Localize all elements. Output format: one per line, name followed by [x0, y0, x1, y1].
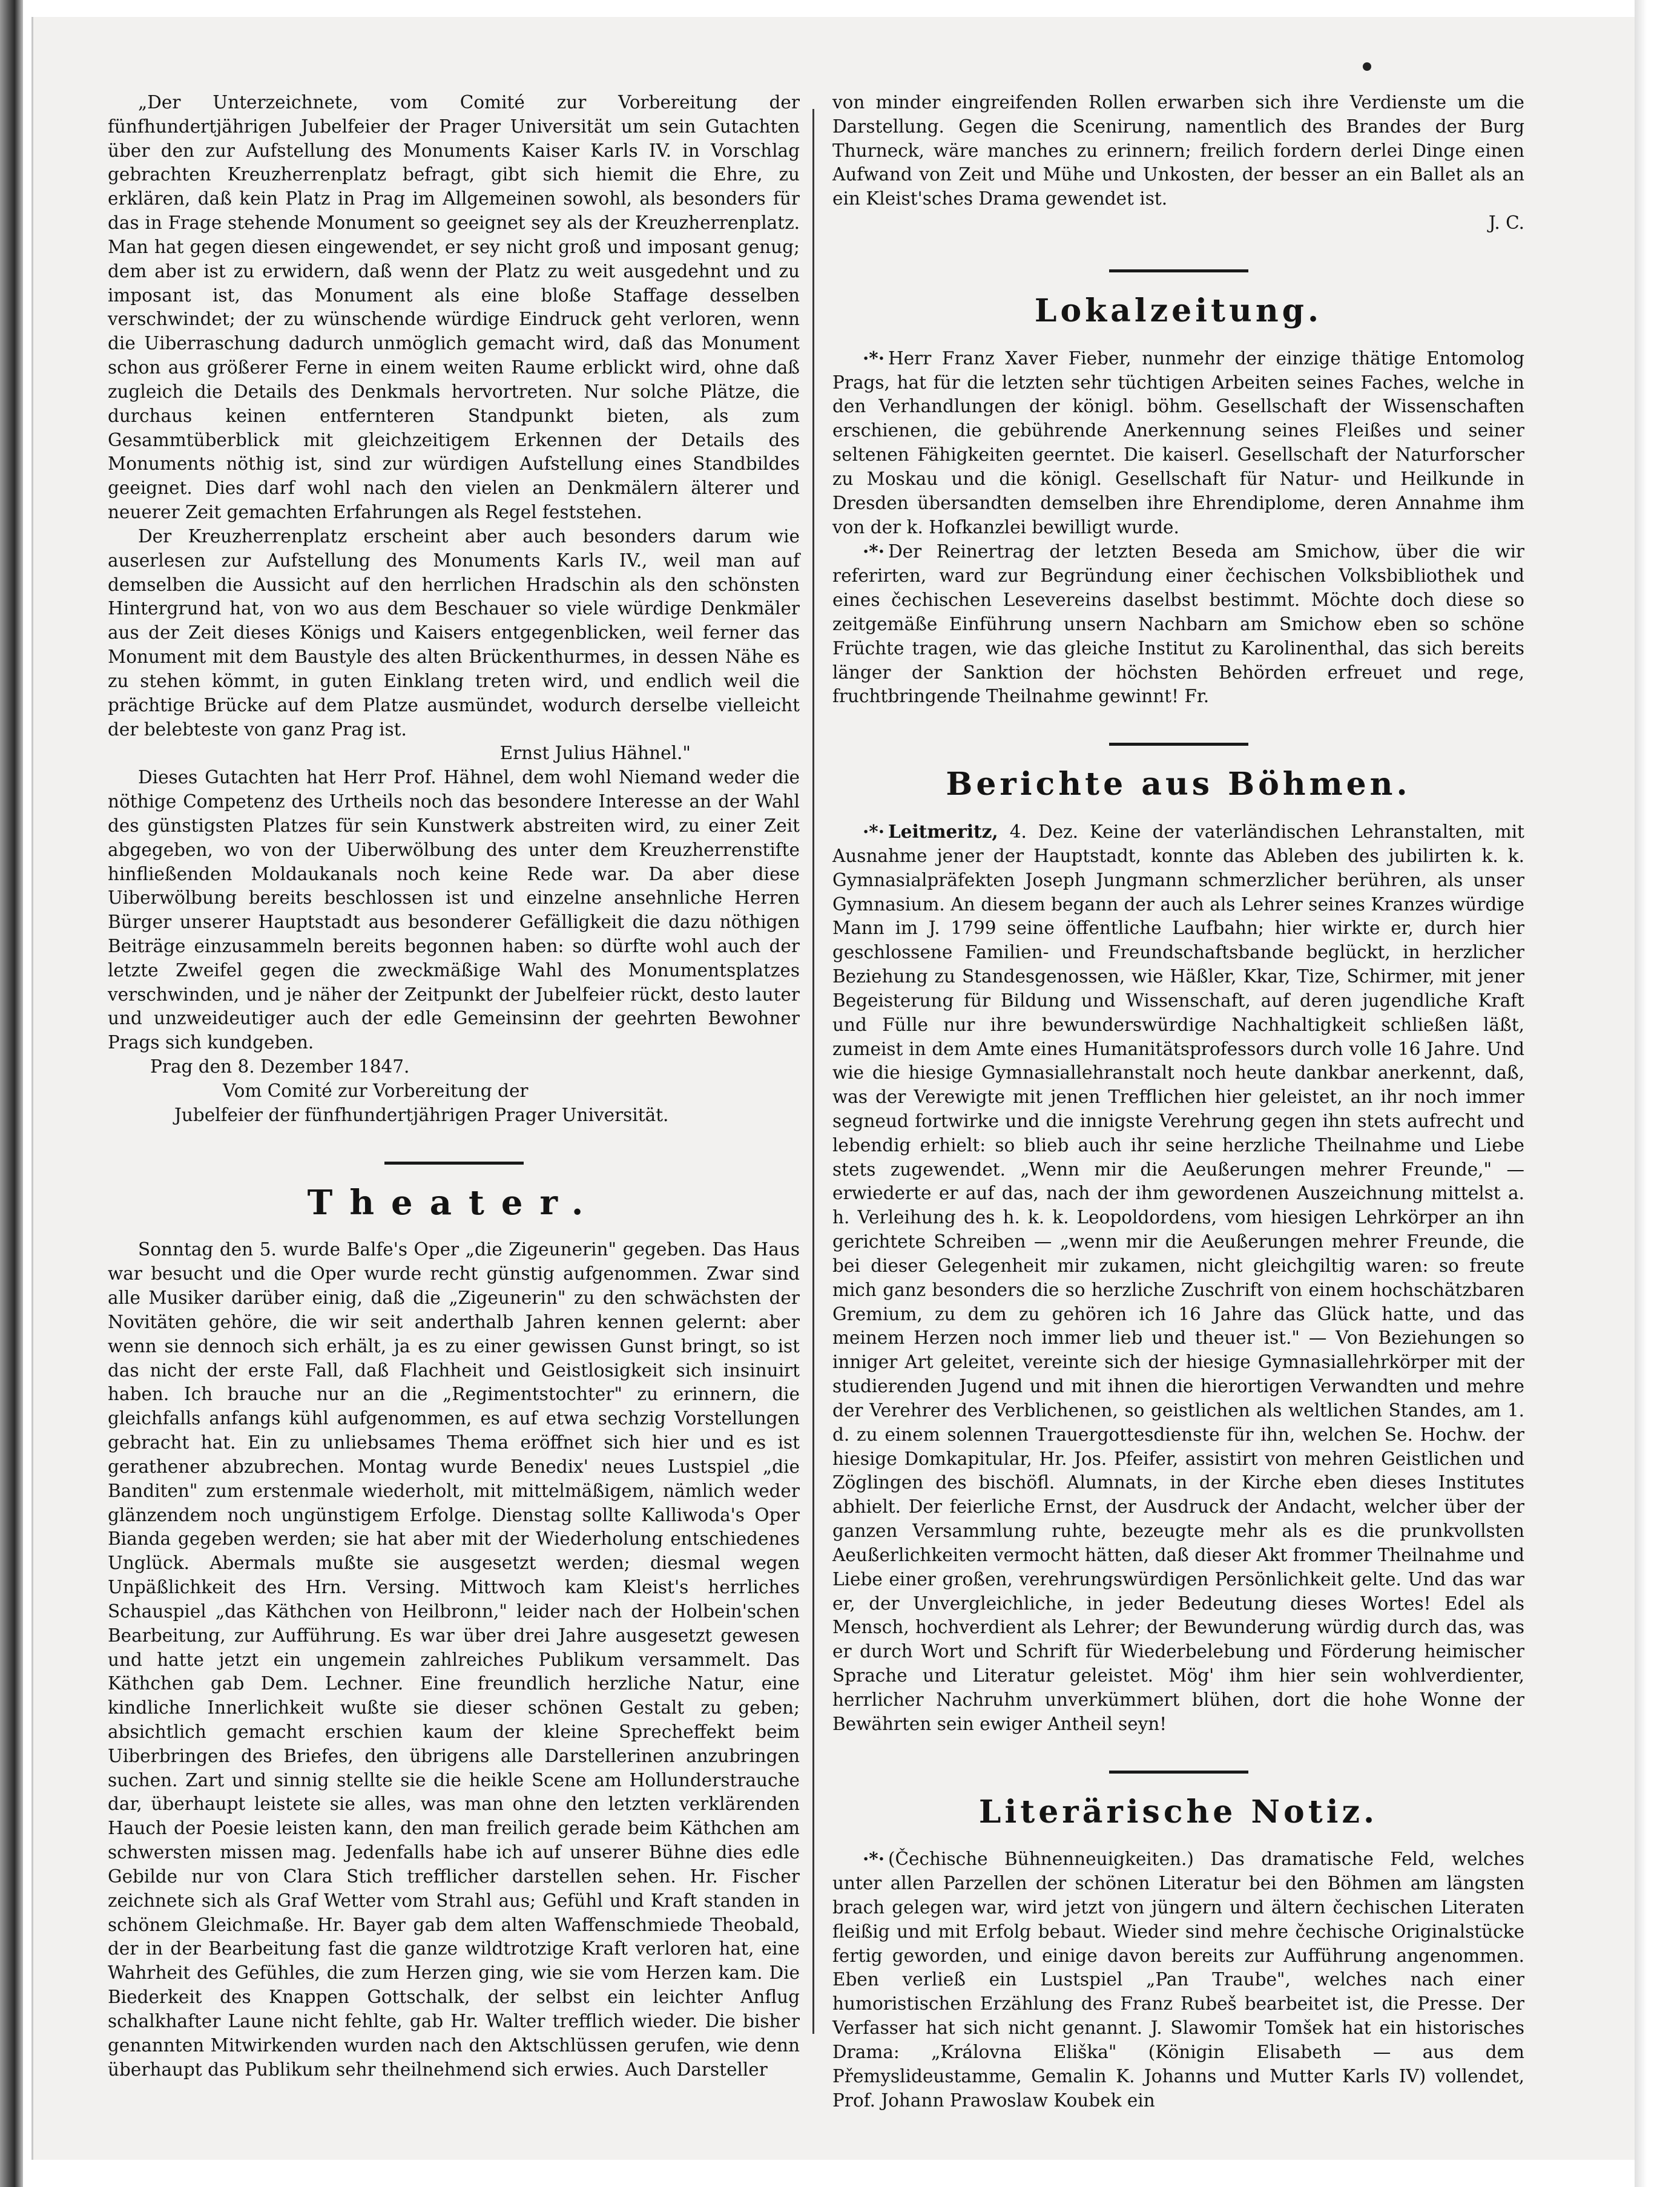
berichte-paragraph: [832, 820, 1524, 1736]
lokal-paragraph-2: [832, 539, 1524, 709]
ink-spot: [1363, 62, 1371, 71]
scan-right-edge: [1635, 0, 1680, 2187]
quote-paragraph: „Der Unterzeichnete, vom Comité zur Vorbereitung der fünfhundertjährigen Jubelfeier der Prager Universität um sein Gutachten über den zur Aufstellung des Monuments Kaiser Karls IV. in Vorschlag gebrachten Kreuzherrenplatz befragt, gibt sich hiemit die Ehre, zu erklären, daß kein Platz in Prag im Allgemeinen sowohl, als besonders für das in Frage stehende Monument so geeignet sey als der Kreuzherrenplatz. Man hat gegen diesen eingewendet, er sey nicht groß und imposant genug; dem aber ist zu erwidern, daß wenn der Platz zu weit ausgedehnt und zu imposant ist, das Monument als eine bloße Staffage desselben verschwindet; der zu wünschende würdige Eindruck geht verloren, wenn die Uiberraschung dadurch unmöglich gemacht wird, daß das Monument schon aus größerer Ferne in einem weiten Raume erblickt wird, ohne daß zugleich die Details des Denkmals hervortreten. Nur solche Plätze, die durchaus keinen entfernteren Standpunkt bieten, als zum Gesammtüberblick mit gleichzeitigem Erkennen der Details des Monuments nöthig ist, sind zur würdigen Aufstellung eines Standbildes geeignet. Dies darf wohl nach den vielen an Denkmälern älterer und neuerer Zeit gemachten Erfahrungen als Regel feststehen.: [108, 92, 800, 523]
berichte-text: 4. Dez. Keine der vaterländischen Lehranstalten, mit Ausnahme jener der Hauptstadt, konnte das Ableben des jubilirten k. k. Gymnasialpräfekten Joseph Jungmann schmerzlicher berühren, als unser Gymnasium. An diesem begann der auch als Lehrer seines Kranzes würdige Mann im J. 1799 seine öffentliche Laufbahn; hier wirkte er, durch hier geschlossene Familien- und Freundschaftsbande beglückt, in herzlicher Beziehung zu Standesgenossen, wie Häßler, Kkar, Tize, Schirmer, mit jener Begeisterung für Bildung und Wissenschaft, auf deren jugendliche Kraft und Fülle nur ihre bewunderswürdige Nachhaltigkeit schließen läßt, zumeist in dem Amte eines Humanitätsprofessors durch volle 16 Jahre. Und wie die hiesige Gymnasiallehranstalt noch heute dankbar anerkennt, daß, was der Verewigte mit jenen Trefflichen hier geleistet, an ihr noch immer segneud fortwirke und die innigste Verehrung gegen ihn stets aufrecht und lebendig erhielt: so blieb auch ihr seine herzliche Theilnahme und Liebe stets zugewendet. „Wenn mir die Aeußerungen mehrer Freunde," — erwiederte er auf das, nach der ihm gewordenen Auszeichnung mittelst a. h. Verleihung des h. k. k. Leopoldordens, vom hiesigen Lehrkörper an ihn gerichtete Schreiben — „wenn mir die Aeußerungen mehrer Freunde, die bei dieser Gelegenheit mir zukamen, nicht gleichgiltig waren: so freute mich ganz besonders die so herzliche Zuschrift von einem hochschätzbaren Gremium, zu dem zu gehören ich 16 Jahre das Glück hatte, und das meinem Herzen noch immer lieb und theuer ist." — Von Beziehungen so inniger Art geleitet, vereinte sich der hiesige Gymnasiallehrkörper mit der studierenden Jugend und mit ihnen die hierortigen Verwandten und mehre der Verehrer des Verblichenen, so geistlichen als weltlichen Standes, am 1. d. zu einem solennen Trauergottesdienste für ihn, welchen Se. Hochw. der hiesige Domkapitular, Hr. Jos. Pfeifer, assistirt von mehren Geistlichen und Zöglingen des bischöfl. Alumnats, in der Kirche eben dieses Institutes abhielt. Der feierliche Ernst, der Ausdruck der Andacht, welcher über der ganzen Versammlung ruhte, bezeugte mehr als es die prunkvollsten Aeußerlichkeiten vermocht hätten, daß dieser Akt frommer Theilnahme und Liebe einer großen, verehrungswürdigen Persönlichkeit gelte. Und das war er, der Unvergleichliche, in jeder Bedeutung dieses Wortes! Edel als Mensch, hochverdient als Lehrer; der Bewunderung würdig durch das, was er durch Wort und Schrift für Wiederbelebung und Förderung heimischer Sprache und Literatur geleistet. Mög' ihm hier sein wohlverdienter, herrlicher Nachruhm unverkümmert blühen, dort die hohe Wonne der Bewährten sein ewiger Antheil seyn!: [832, 821, 1524, 1734]
section-rule: [1109, 743, 1248, 746]
lokal-paragraph-1-text: Herr Franz Xaver Fieber, nunmehr der einzige thätige Entomolog Prags, hat für die letzten sehr tüchtigen Arbeiten seines Faches, welche in den Verhandlungen der königl. böhm. Gesellschaft der Wissenschaften erschienen, die gebührende Anerkennung seines Fleißes und seiner seltenen Fähigkeiten geerntet. Die kaiserl. Gesellschaft der Naturforscher zu Moskau und die königl. Gesellschaft für Natur- und Heilkunde in Dresden übersandten demselben ihre Ehrendiplome, deren Annahme ihm von der k. Hofkanzlei bewilligt wurde.: [832, 347, 1524, 538]
committee-line-2: Jubelfeier der fünfhundertjährigen Prager Universität.: [174, 1104, 669, 1125]
asterism-marker: ·*·: [863, 347, 884, 369]
section-rule: [1109, 269, 1248, 272]
notiz-paragraph: [832, 1847, 1524, 2113]
quote-paragraph-2: Der Kreuzherrenplatz erscheint aber auch besonders darum wie auserlesen zur Aufstellung des Monuments Karls IV., weil man auf demselben die Aussicht auf den herrlichen Hradschin als den schönsten Hintergrund hat, von wo aus dem Beschauer so viele würdige Denkmäler aus der Zeit dieses Königs und Kaisers entgegenblicken, weil ferner das Monument mit dem Baustyle des alten Brückenthurmes, in dessen Nähe es zu stehen kömmt, in guten Einklang treten wird, und endlich weil die prächtige Brücke auf dem Platze ausmündet, wodurch derselbe vielleicht der belebteste von ganz Prag ist.: [108, 525, 800, 740]
section-rule: [384, 1162, 524, 1165]
signature-haehnel: Ernst Julius Hähnel.": [499, 743, 691, 764]
theater-heading: Theater.: [307, 1182, 601, 1223]
date-line: Prag den 8. Dezember 1847.: [150, 1056, 410, 1077]
lokalzeitung-heading: Lokalzeitung.: [1034, 292, 1323, 329]
asterism-marker: ·*·: [863, 541, 884, 562]
notiz-heading: Literärische Notiz.: [978, 1793, 1379, 1830]
theater-paragraph: Sonntag den 5. wurde Balfe's Oper „die Zigeunerin" gegeben. Das Haus war besucht und die Oper wurde recht günstig aufgenommen. Zwar sind alle Musiker darüber einig, daß die „Zigeunerin" zu den schwächsten der Novitäten gehöre, die wir seit anderthalb Jahren kennen gelernt: aber wenn sie dennoch sich erhält, ja es zu einer gewissen Gunst bringt, so ist das nicht der erste Fall, daß Flachheit und Geistlosigkeit sich insinuirt haben. Ich brauche nur an die „Regimentstochter" zu erinnern, die gleichfalls anfangs kühl aufgenommen, es auf etwa sechzig Vorstellungen gebracht hat. Ein zu unliebsames Thema eröffnet sich hier und es ist gerathener abzubrechen. Montag wurde Benedix' neues Lustspiel „die Banditen" zum erstenmale wiederholt, mit mittelmäßigem, nämlich weder glänzendem noch ungünstigem Erfolge. Dienstag sollte Kalliwoda's Oper Bianda gegeben werden; sie hat aber mit der Wiederholung entschiedenes Unglück. Abermals mußte sie ausgesetzt werden; diesmal wegen Unpäßlichkeit des Hrn. Versing. Mittwoch kam Kleist's herrliches Schauspiel „das Käthchen von Heilbronn," leider nach der Holbein'schen Bearbeitung, zur Aufführung. Es war über drei Jahre ausgesetzt gewesen und hatte jetzt ein ungemein zahlreiches Publikum versammelt. Das Käthchen gab Dem. Lechner. Eine freundlich herzliche Natur, eine kindliche Innerlichkeit wußte sie dieser schönen Gestalt zu geben; absichtlich gemacht erschien kaum der kleine Sprecheffekt beim Uiberbringen des Briefes, den übrigens alle Darstellerinen anzubringen suchen. Zart und sinnig stellte sie die heikle Scene am Hollunderstrauche dar, überhaupt leistete sie alles, was man ohne den letzten verklärenden Hauch der Poesie leisten kann, den man freilich gerade beim Käthchen am schwersten missen mag. Jedenfalls habe ich auf unserer Bühne dies edle Gebilde nur von Clara Stich trefflicher darstellen sehen. Hr. Fischer zeichnete sich als Graf Wetter vom Strahl aus; Gefühl und Kraft standen in schönem Gleichmaße. Hr. Bayer gab dem alten Waffenschmiede Theobald, der in der Bearbeitung fast die ganze wildtrotzige Kraft verloren hat, eine Wahrheit des Gefühles, die zum Herzen ging, wie sie vom Herzen kam. Die Biederkeit des Knappen Gottschalk, der selbst ein leichter Anflug schalkhafter Laune nicht fehlte, gab Hr. Walter trefflich wieder. Die bisher genannten Mitwirkenden wurden nach den Aktschlüssen gerufen, wie denn überhaupt das Publikum sehr theilnehmend sich erwies. Auch Darsteller: [108, 1239, 800, 2080]
lokal-paragraph-2-text: Der Reinertrag der letzten Beseda am Smichow, über die wir referirten, ward zur Begründung einer čechischen Volksbibliothek und eines čechischen Lesevereins daselbst bestimmt. Möchte doch diese so zeitgemäße Einführung unsern Nachbarn am Smichow eben so schöne Früchte tragen, wie das gleiche Institut zu Karolinenthal, das sich bereits länger der Sanktion der höchsten Behörden erfreuet und rege, fruchtbringende Theilnahme gewinnt!: [832, 541, 1524, 707]
lokal-paragraph-1: [832, 346, 1524, 540]
asterism-marker: ·*·: [863, 1848, 884, 1870]
notiz-text: (Čechische Bühnenneuigkeiten.) Das dramatische Feld, welches unter allen Parzellen der schönen Literatur bei den Böhmen am längsten brach gelegen war, wird jetzt von jüngern und ältern čechischen Literaten fleißig und mit Erfolg bebaut. Wieder sind mehre čechische Originalstücke fertig geworden, und einige davon bereits zur Aufführung angenommen. Eben verließ ein Lustspiel „Pan Traube", welches nach einer humoristischen Erzählung des Franz Rubeš bearbeitet ist, die Presse. Der Verfasser hat sich nicht genannt. J. Slawomir Tomšek hat ein historisches Drama: „Královna Eliška" (Königin Elisabeth — aus dem Přemyslideustamme, Gemalin K. Johanns und Mutter Karls IV) vollendet, Prof. Johann Prawoslaw Koubek ein: [832, 1849, 1524, 2111]
committee-line-1: Vom Comité zur Vorbereitung der: [223, 1080, 529, 1101]
left-column: [108, 91, 800, 2082]
scan-left-edge: [0, 0, 23, 2187]
berichte-heading: Berichte aus Böhmen.: [946, 766, 1411, 803]
asterism-marker: ·*·: [863, 821, 884, 843]
right-column: [832, 91, 1524, 2113]
theater-continuation: von minder eingreifenden Rollen erwarben sich ihre Verdienste um die Darstellung. Gegen die Scenirung, namentlich des Brandes der Burg Thurneck, wäre manches zu erinnern; freilich fordern derlei Dinge einen Aufwand von Zeit und Mühe und Unkosten, der besser an ein Ballet als an ein Kleist'sches Drama gewendet ist.: [832, 92, 1524, 209]
berichte-place: Leitmeritz,: [888, 821, 998, 843]
theater-signature: J. C.: [1488, 212, 1524, 234]
opinion-paragraph: Dieses Gutachten hat Herr Prof. Hähnel, dem wohl Niemand weder die nöthige Competenz des Urtheils noch das besondere Interesse an der Wahl des günstigsten Platzes für sein Kunstwerk abstreiten wird, zu einer Zeit abgegeben, wo von der Uiberwölbung des unter dem Kreuzherrenstifte hinfließenden Moldaukanals noch keine Rede war. Da aber diese Uiberwölbung bereits beschlossen ist und einzelne ansehnliche Herren Bürger unserer Hauptstadt aus besonderer Gefälligkeit die dazu nöthigen Beiträge einzusammeln bereits begonnen haben: so dürfte wohl auch der letzte Zweifel gegen die zweckmäßige Wahl des Monumentsplatzes verschwinden, und je näher der Zeitpunkt der Jubelfeier rückt, desto lauter und unzweideutiger auch der edle Gemeinsinn der geehrten Bewohner Prags sich kundgeben.: [108, 767, 800, 1053]
section-rule: [1109, 1771, 1248, 1774]
lokal-signature: Fr.: [1184, 686, 1210, 707]
column-divider: [812, 109, 814, 2034]
